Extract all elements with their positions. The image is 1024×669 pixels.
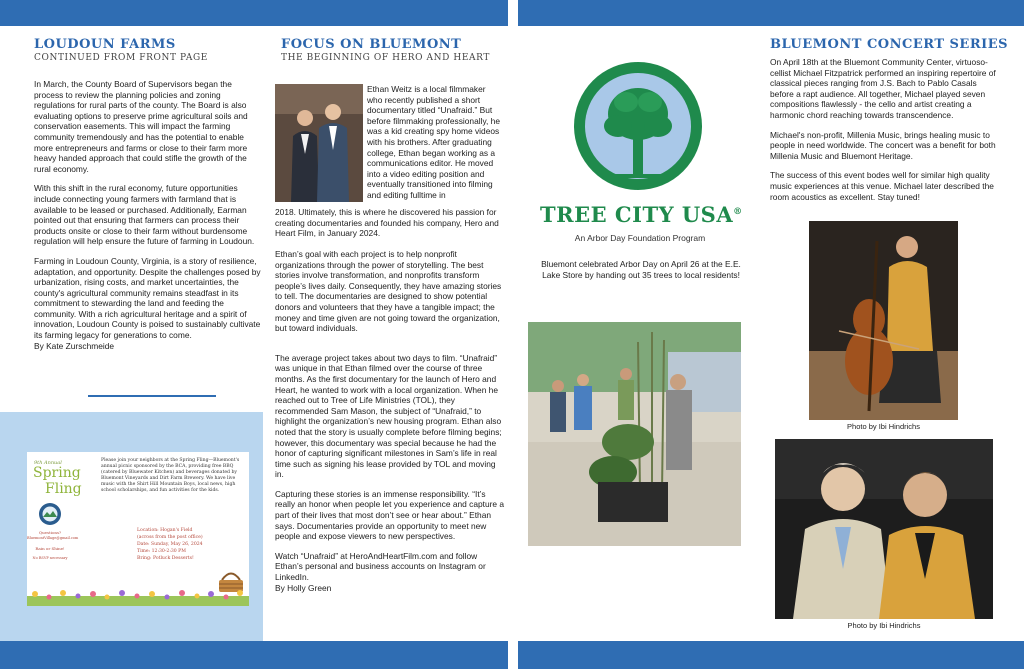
- cellist-photo: [809, 221, 958, 420]
- ethan-intro-text: Ethan Weitz is a local filmmaker who recently published a short documentary titled “Unafraid.” But before filmmaking professionally, he was a kid creating spy home videos with his brothers. After graduating college, Ethan began working as a communications editor. He moved into a video editing position and eventually transitioned into filming and editing fulltime in: [367, 84, 500, 200]
- photo-two-artists: [775, 439, 993, 619]
- bottom-band-right: [518, 641, 1024, 669]
- flyer-email: BluemontVillage@gmail.com: [27, 536, 79, 540]
- top-band-left: [0, 0, 508, 26]
- arbor-day-photo: [528, 322, 741, 546]
- spring-fling-panel: [0, 412, 263, 641]
- focus-on-bluemont-heading: FOCUS ON BLUEMONT: [281, 37, 462, 52]
- focus-paragraph-4: Watch “Unafraid” at HeroAndHeartFilm.com and follow Ethan’s personal and business accounts on Instagram or LinkedIn. By Holly Green: [275, 550, 486, 593]
- concert-paragraph-2: Michael's non-profit, Millenia Music, brings healing music to people in need worldwide. The concert was a benefit for both Millenia Music and Bluemont Heritage.: [770, 129, 996, 161]
- loudoun-farms-article: [34, 79, 262, 351]
- wildflower-border: [27, 584, 249, 606]
- photo-two-men: [275, 84, 363, 202]
- flyer-time: Time: 12:30-2:30 PM: [137, 549, 186, 554]
- section-divider: [88, 395, 216, 397]
- loudoun-farms-subheading: CONTINUED FROM FRONT PAGE: [34, 53, 208, 63]
- loudoun-paragraph-3: Farming in Loudoun County, Virginia, is a story of resilience, adaptation, and opportunity. Despite the challenges posed by urbanization, rising costs, and market uncertainties, the county's agricultural community remains steadfast in its commitment to stewarding the land and feeding the community. With a rich agricultural heritage and a spirit of innovation, Loudoun County is poised to sustainably cultivate its farming legacy for generations to come. By Kate Zurschmeide: [34, 255, 261, 351]
- flyer-body: Please join your neighbors at the Spring Fling—Bluemont's annual picnic sponsored by the BCA, providing free BBQ (catered by Bluewater Kitchen) and beverages donated by Bluemont Vineyards and Dirt Farm Brewery. We have live music with the Shirt Hill Mountain Boys, local news, high school scholarships, and fun activities for the kids.: [101, 458, 240, 493]
- flyer-bring: Bring: Potluck Desserts!: [137, 556, 194, 561]
- flyer-questions: Questions?: [38, 530, 62, 535]
- flyer-date: Date: Sunday, May 26, 2024: [137, 542, 203, 547]
- loudoun-byline: By Kate Zurschmeide: [34, 340, 115, 351]
- photo-credit-2: Photo by Ibi Hindrichs: [847, 621, 921, 630]
- loudoun-paragraph-2: With this shift in the rural economy, future opportunities include connecting young farmers with farmland that is available to be leased or purchased. Additionally, Earman pointed out that ensuring that farmers can process their products onsite or close to their farm without burdensome regulation will help ensure the future of farming in Loudoun.: [34, 183, 255, 247]
- photo-credit-1: Photo by Ibi Hindrichs: [847, 422, 920, 431]
- flyer-rsvp: No RSVP necessary: [32, 556, 68, 560]
- flyer-title-fling: Fling: [45, 481, 82, 497]
- photo-cellist-performing: [809, 221, 958, 420]
- flyer-location-note: (across from the post office): [137, 535, 203, 540]
- focus-paragraph-2: The average project takes about two days to film. “Unafraid” was unique in that Ethan filmed over the course of three months. As the first documentary for the launch of Hero and Heart, he wanted to work with a local organization. When he reached out to Tree of Life Ministries (TOL), they recommended Sam Mason, the subject of “Unafraid,” to highlight the organization’s new housing program. Ethan also noted that the story is usually complete before filming begins; however, this documentary was special because he had the honor of capturing significant milestones in Sam’s life in real time such as signing his lease provided by TOL and moving in.: [275, 352, 502, 480]
- concert-paragraph-1: On April 18th at the Bluemont Community Center, virtuoso-cellist Michael Fitzpatrick performed an inspiring repertoire of classical pieces ranging from J.S. Bach to Pablo Casals before a rapt audience. All together, Michael played seven compositions flawlessly - the cello and artist creating a harmonic chord reaching towards transcendence.: [770, 57, 996, 120]
- registered-mark: ®: [733, 207, 743, 217]
- focus-on-bluemont-subheading: THE BEGINNING OF HERO AND HEART: [281, 53, 490, 63]
- flyer-title-spring: Spring: [33, 465, 81, 481]
- loudoun-paragraph-1: In March, the County Board of Supervisors began the process to review the planning policies and zoning regulations for rural parts of the county. The Board is also evaluating options to preserve prime agricultural soils and conservation easements. This will impact the farming community tremendously and has the potential to enable more entrepreneurs and farms or close to their farm more heavy handed approach that could stifle the growth of the rural economy.: [34, 79, 248, 174]
- ethan-weitz-photo: [275, 84, 363, 202]
- loudoun-farms-heading: LOUDOUN FARMS: [34, 37, 176, 52]
- photo-tree-giveaway: [528, 322, 741, 546]
- flyer-location: Location: Hogan's Field: [137, 528, 193, 533]
- concert-series-heading: BLUEMONT CONCERT SERIES: [770, 37, 1009, 52]
- tree-city-usa-logo: [568, 52, 708, 200]
- flyer-details: [137, 527, 247, 562]
- arbor-day-program: An Arbor Day Foundation Program: [574, 233, 706, 243]
- concert-paragraph-3: The success of this event bodes well for similar high quality music experiences at this venue. Michael later described the room acoustics as excellent. Stay tuned!: [770, 170, 994, 202]
- artists-photo: [775, 439, 993, 619]
- focus-paragraph-3: Capturing these stories is an immense responsibility. “It’s really an honor when people let you experience and capture a part of their lives that most don’t see or hear about.” Ethan says. Documentaries provide an opportunity to meet new people and expose viewers to new perspectives.: [275, 488, 505, 542]
- flyer-rain: Rain or Shine!: [35, 546, 65, 551]
- tree-city-usa-wordmark: [540, 202, 743, 227]
- top-band-right: [518, 0, 1024, 26]
- arbor-day-caption: Bluemont celebrated Arbor Day on April 26 at the E.E. Lake Store by handing out 35 trees to local residents!: [541, 259, 741, 280]
- ethan-intro-text-continued: 2018. Ultimately, this is where he discovered his passion for creating documentaries and founded his company, Hero and Heart Film, in January 2024.: [275, 207, 499, 239]
- focus-article-body: [275, 249, 505, 593]
- focus-byline: By Holly Green: [275, 582, 332, 593]
- focus-paragraph-1: Ethan’s goal with each project is to help nonprofit organizations through the power of storytelling. The best stories involve transformation, and nonprofits transform people’s lives daily. Consequently, they have amazing stories to tell. The documentaries are designed to show potential donors and volunteers that they have a tangible impact; the money and time given are not going toward the organization, but toward individuals.: [275, 249, 502, 334]
- bottom-band-left: [0, 641, 508, 669]
- spring-fling-flyer: [27, 452, 249, 606]
- flyer-annual: 9th Annual: [34, 460, 62, 466]
- concert-article: [770, 57, 1002, 211]
- tree-city-usa-text: TREE CITY USA: [540, 202, 734, 227]
- bca-seal-logo: [38, 502, 62, 526]
